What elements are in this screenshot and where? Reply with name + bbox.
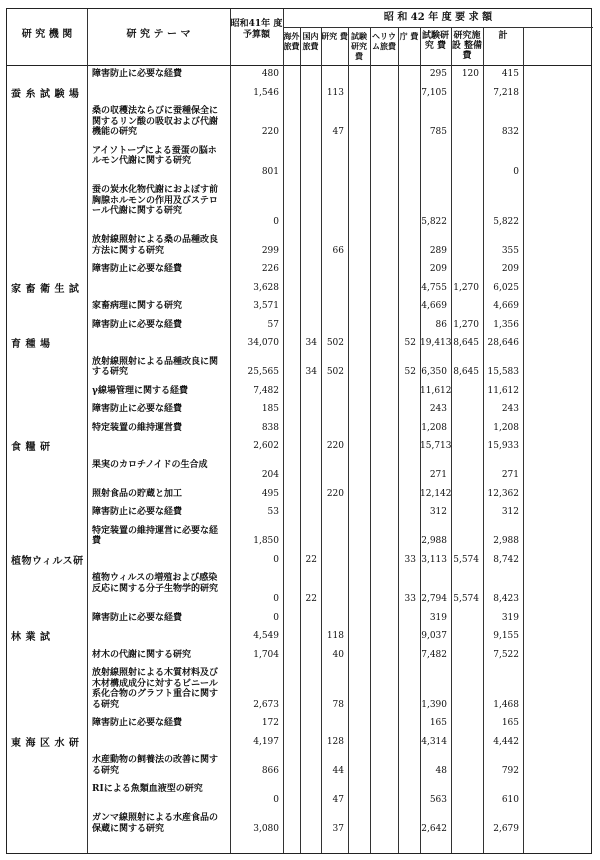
research-theme: 放射線照射による品種改良に関する研究	[92, 356, 219, 377]
amount-cell: 1,468	[493, 699, 519, 710]
amount-cell: 8,645	[453, 338, 479, 348]
table-row	[7, 631, 591, 650]
amount-cell: 220	[326, 488, 344, 499]
amount-cell: 120	[461, 69, 479, 79]
amount-cell: 1,270	[453, 319, 479, 330]
amount-cell: 8,742	[493, 554, 519, 565]
amount-cell: 1,270	[453, 282, 479, 293]
theme-header: 研 究 テ ー マ	[126, 29, 191, 40]
research-theme: 植物ウィルスの増殖および感染反応に関する分子生物学的研究	[92, 573, 219, 594]
amount-cell: 355	[501, 245, 519, 256]
amount-cell: 1,850	[253, 536, 279, 546]
table-row	[7, 737, 591, 756]
amount-cell: 801	[261, 166, 279, 177]
amount-cell: 1,208	[493, 422, 519, 433]
amount-cell: 15,933	[487, 441, 519, 451]
amount-cell: 113	[326, 87, 344, 98]
amount-cell: 6,025	[493, 282, 519, 293]
amount-cell: 299	[261, 245, 279, 256]
amount-cell: 4,314	[421, 736, 447, 747]
amount-cell: 4,669	[421, 301, 447, 311]
table-row	[7, 264, 591, 283]
research-theme: 照射食品の貯蔵と加工	[92, 488, 183, 499]
research-theme: 障害防止に必要な経費	[92, 319, 183, 330]
research-theme: 特定装置の維持運営費	[92, 422, 183, 433]
column-header: 庁 費	[399, 31, 419, 41]
research-theme: 放射線照射による木質材料及び木材構成成分に対するビニール系化合物のグラフト重合に関する研究	[92, 668, 219, 710]
amount-cell: 8,645	[453, 367, 479, 377]
research-theme: 果実のカロチノイドの生合成	[92, 459, 208, 470]
research-theme: 障害防止に必要な経費	[92, 264, 183, 274]
amount-cell: 1,546	[253, 87, 279, 98]
amount-cell: 47	[332, 794, 344, 805]
table-row	[7, 283, 591, 302]
amount-cell: 792	[501, 765, 519, 776]
amount-cell: 4,197	[253, 736, 279, 747]
table-row	[7, 404, 591, 423]
amount-cell: 78	[332, 699, 344, 710]
amount-cell: 289	[429, 245, 447, 256]
institution-name: 林 業 試	[11, 632, 51, 643]
amount-cell: 866	[261, 765, 279, 776]
column-header: 計	[498, 31, 508, 41]
amount-cell: 2,988	[421, 536, 447, 546]
research-theme: 障害防止に必要な経費	[92, 612, 183, 623]
amount-cell: 25,565	[247, 367, 279, 377]
research-theme: 水産動物の飼養法の改善に関する研究	[92, 755, 219, 776]
amount-cell: 53	[267, 507, 279, 517]
amount-cell: 838	[261, 422, 279, 433]
institution-name: 蚕 糸 試 験 場	[11, 88, 80, 100]
amount-cell: 19,413	[420, 338, 452, 348]
amount-cell: 495	[261, 488, 279, 499]
research-theme: アイソトープによる蚕蛋の脳ホルモン代謝に関する研究	[92, 145, 217, 166]
amount-cell: 832	[501, 127, 519, 137]
amount-cell: 209	[501, 264, 519, 274]
research-theme: 材木の代謝に関する研究	[92, 649, 192, 660]
amount-cell: 48	[435, 765, 447, 776]
amount-cell: 1,208	[421, 422, 447, 433]
research-theme: 特定装置の維持運営に必要な経費	[92, 525, 219, 546]
amount-cell: 5,574	[453, 554, 479, 565]
table-row	[7, 88, 591, 107]
column-header: 海外 旅費	[283, 31, 300, 51]
budget-table	[6, 8, 592, 854]
amount-cell: 220	[261, 127, 279, 137]
institution-name: 植物ウィルス研	[11, 555, 84, 567]
amount-cell: 0	[273, 216, 279, 227]
table-row	[7, 613, 591, 632]
amount-cell: 4,755	[421, 282, 447, 293]
amount-cell: 9,155	[493, 631, 519, 641]
institution-name: 東 海 区 水 研	[11, 737, 80, 749]
table-row	[7, 146, 591, 186]
amount-cell: 3,571	[253, 301, 279, 311]
amount-cell: 610	[501, 794, 519, 805]
amount-cell: 502	[326, 367, 344, 377]
amount-cell: 1,390	[421, 699, 447, 710]
amount-cell: 22	[305, 594, 317, 604]
amount-cell: 243	[501, 404, 519, 414]
amount-cell: 15,583	[487, 367, 519, 377]
amount-cell: 6,350	[421, 367, 447, 377]
amount-cell: 86	[435, 319, 447, 330]
institution-name: 家 畜 衛 生 試	[11, 283, 80, 295]
amount-cell: 52	[404, 367, 416, 377]
amount-cell: 204	[261, 470, 279, 480]
amount-cell: 9,037	[421, 631, 447, 641]
amount-cell: 1,356	[493, 319, 519, 330]
research-theme: ガンマ線照射による水産食品の保蔵に関する研究	[92, 813, 219, 834]
amount-cell: 319	[501, 612, 519, 623]
amount-cell: 2,642	[421, 823, 447, 834]
amount-cell: 2,794	[421, 594, 447, 604]
amount-cell: 312	[429, 507, 447, 517]
amount-cell: 295	[429, 69, 447, 79]
table-row	[7, 357, 591, 386]
table-row	[7, 489, 591, 508]
amount-cell: 12,142	[420, 488, 452, 499]
amount-cell: 209	[429, 264, 447, 274]
table-header	[7, 9, 591, 66]
amount-cell: 5,574	[453, 594, 479, 604]
amount-cell: 22	[305, 554, 317, 565]
amount-cell: 7,218	[493, 87, 519, 98]
table-row	[7, 386, 591, 405]
amount-cell: 0	[273, 794, 279, 805]
amount-cell: 7,105	[421, 87, 447, 98]
amount-cell: 37	[332, 823, 344, 834]
amount-cell: 4,549	[253, 631, 279, 641]
amount-cell: 271	[501, 470, 519, 480]
table-row	[7, 718, 591, 737]
amount-cell: 243	[429, 404, 447, 414]
amount-cell: 2,673	[253, 699, 279, 710]
amount-cell: 52	[404, 338, 416, 348]
amount-cell: 34,070	[247, 338, 279, 348]
amount-cell: 11,612	[420, 385, 452, 396]
amount-cell: 172	[261, 718, 279, 728]
amount-cell: 165	[501, 718, 519, 728]
amount-cell: 47	[332, 127, 344, 137]
research-theme: 障害防止に必要な経費	[92, 718, 183, 728]
amount-cell: 785	[429, 127, 447, 137]
amount-cell: 66	[332, 245, 344, 256]
amount-cell: 4,442	[493, 736, 519, 747]
research-theme: γ線場管理に関する経費	[92, 385, 188, 396]
amount-cell: 0	[273, 612, 279, 623]
column-header: ヘリウ ム旅費	[372, 31, 396, 51]
amount-cell: 34	[305, 367, 317, 377]
amount-cell: 3,113	[421, 554, 447, 565]
amount-cell: 563	[429, 794, 447, 805]
group-header-divider	[283, 27, 593, 28]
table-row	[7, 784, 591, 813]
table-row	[7, 423, 591, 442]
table-row	[7, 185, 591, 235]
amount-cell: 118	[326, 631, 344, 641]
amount-cell: 415	[501, 69, 519, 79]
institution-name: 育 種 場	[11, 339, 51, 350]
amount-cell: 271	[429, 470, 447, 480]
table-row	[7, 235, 591, 264]
amount-cell: 480	[261, 69, 279, 79]
amount-cell: 40	[332, 649, 344, 660]
amount-cell: 8,423	[493, 594, 519, 604]
table-row	[7, 507, 591, 526]
table-row	[7, 338, 591, 357]
amount-cell: 0	[513, 166, 519, 177]
table-row	[7, 526, 591, 555]
amount-cell: 44	[332, 765, 344, 776]
amount-cell: 5,822	[421, 216, 447, 227]
amount-cell: 319	[429, 612, 447, 623]
amount-cell: 128	[326, 736, 344, 747]
table-row	[7, 320, 591, 339]
amount-cell: 4,669	[493, 301, 519, 311]
amount-cell: 226	[261, 264, 279, 274]
table-row	[7, 106, 591, 146]
table-row	[7, 441, 591, 460]
table-row	[7, 668, 591, 718]
research-theme: 障害防止に必要な経費	[92, 404, 183, 414]
column-header: 研究施設 整備費	[451, 31, 483, 61]
amount-cell: 2,602	[253, 441, 279, 451]
research-theme: 放射線照射による桑の品種改良方法に関する研究	[92, 235, 219, 256]
research-theme: RIによる魚類血液型の研究	[92, 784, 203, 794]
amount-cell: 2,679	[493, 823, 519, 834]
amount-cell: 28,646	[487, 338, 519, 348]
table-row	[7, 650, 591, 669]
amount-cell: 33	[404, 554, 416, 565]
table-row	[7, 460, 591, 489]
amount-cell: 2,988	[493, 536, 519, 546]
amount-cell: 0	[273, 554, 279, 565]
amount-cell: 34	[305, 338, 317, 348]
amount-cell: 185	[261, 404, 279, 414]
amount-cell: 15,713	[420, 441, 452, 451]
amount-cell: 57	[267, 319, 279, 330]
amount-cell: 3,628	[253, 282, 279, 293]
amount-cell: 5,822	[493, 216, 519, 227]
amount-cell: 3,080	[253, 823, 279, 834]
amount-cell: 502	[326, 338, 344, 348]
research-theme: 桑の収穫法ならびに蚕種保全に関するリン酸の吸収および代謝機能の研究	[92, 106, 219, 137]
table-row	[7, 69, 591, 88]
table-row	[7, 813, 591, 842]
amount-cell: 165	[429, 718, 447, 728]
research-theme: 家畜病理に関する研究	[92, 301, 183, 311]
prev-budget-header: 昭和41年 度予算額	[230, 19, 283, 40]
amount-cell: 33	[404, 594, 416, 604]
amount-cell: 220	[326, 441, 344, 451]
institution-name: 食 糧 研	[11, 442, 51, 453]
request-group-header: 昭 和 42 年 度 要 求 額	[383, 12, 493, 23]
amount-cell: 312	[501, 507, 519, 517]
amount-cell: 11,612	[487, 385, 519, 396]
table-row	[7, 573, 591, 613]
table-row	[7, 555, 591, 574]
amount-cell: 7,522	[493, 649, 519, 660]
research-theme: 障害防止に必要な経費	[92, 69, 183, 79]
amount-cell: 1,704	[253, 649, 279, 660]
amount-cell: 7,482	[253, 385, 279, 396]
institution-header: 研 究 機 関	[21, 29, 73, 40]
amount-cell: 12,362	[487, 488, 519, 499]
table-row	[7, 755, 591, 784]
column-header: 試験 研究費	[351, 31, 367, 61]
research-theme: 障害防止に必要な経費	[92, 507, 183, 517]
column-header: 研究 費	[321, 31, 348, 41]
amount-cell: 0	[273, 594, 279, 604]
column-header: 試験研 究 費	[421, 31, 449, 51]
research-theme: 蚕の炭水化物代謝におよぼす前胸腺ホルモンの作用及びステロール代謝に関する研究	[92, 185, 219, 216]
column-header: 国内 旅費	[302, 31, 319, 51]
amount-cell: 7,482	[421, 649, 447, 660]
table-row	[7, 301, 591, 320]
